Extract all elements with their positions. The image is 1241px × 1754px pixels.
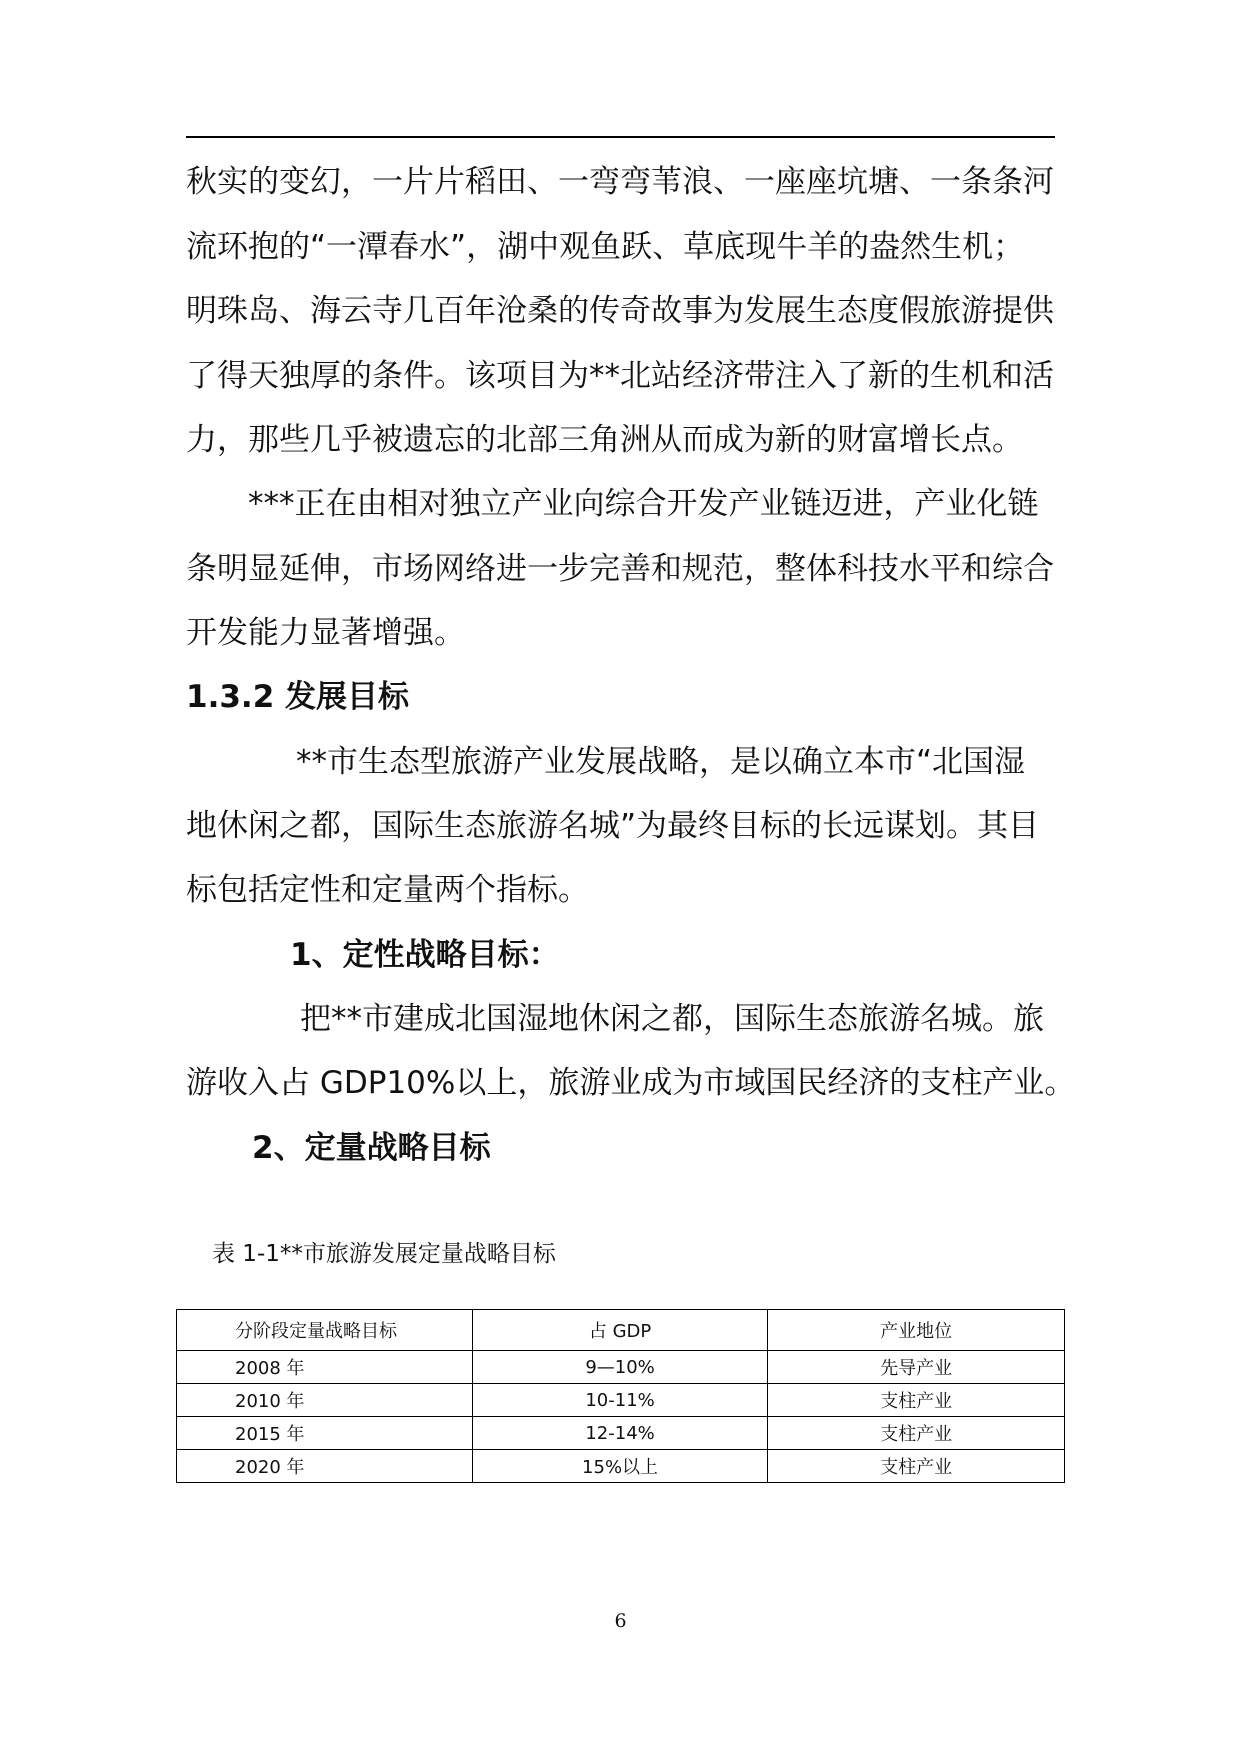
table-cell: 10-11% (472, 1384, 768, 1417)
body-line: 开发能力显著增强。 (186, 615, 465, 651)
table-row (177, 1384, 1065, 1417)
column-header: 占 GDP (472, 1310, 768, 1351)
section-heading: 1.3.2 发展目标 (186, 679, 410, 715)
header-rule (186, 136, 1055, 138)
table-cell: 先导产业 (768, 1351, 1065, 1384)
table-cell: 12-14% (472, 1417, 768, 1450)
table-cell: 支柱产业 (768, 1417, 1065, 1450)
column-header: 产业地位 (768, 1310, 1065, 1351)
table-header-row (177, 1310, 1065, 1351)
subheading-qualitative: 1、定性战略目标： (290, 937, 560, 973)
body-line: 把**市建成北国湿地休闲之都，国际生态旅游名城。旅 (300, 1001, 1044, 1037)
body-line: ***正在由相对独立产业向综合开发产业链迈进，产业化链 (248, 486, 1039, 522)
body-line: 力，那些几乎被遗忘的北部三角洲从而成为新的财富增长点。 (186, 422, 1023, 458)
table-cell: 2020 年 (177, 1450, 473, 1483)
table-cell: 支柱产业 (768, 1384, 1065, 1417)
body-line: 秋实的变幻，一片片稻田、一弯弯苇浪、一座座坑塘、一条条河 (186, 164, 1054, 200)
page-number: 6 (614, 1610, 627, 1632)
table-row (177, 1450, 1065, 1483)
body-line: 条明显延伸，市场网络进一步完善和规范，整体科技水平和综合 (186, 551, 1054, 587)
body-line: 游收入占 GDP10%以上，旅游业成为市域国民经济的支柱产业。 (186, 1065, 1076, 1101)
goals-table (176, 1309, 1065, 1483)
body-line: 了得天独厚的条件。该项目为**北站经济带注入了新的生机和活 (186, 358, 1054, 394)
body-line: 地休闲之都，国际生态旅游名城”为最终目标的长远谋划。其目 (186, 808, 1040, 844)
table-cell: 支柱产业 (768, 1450, 1065, 1483)
table-caption: 表 1-1**市旅游发展定量战略目标 (212, 1241, 556, 1267)
table-cell: 2010 年 (177, 1384, 473, 1417)
table-row (177, 1417, 1065, 1450)
column-header: 分阶段定量战略目标 (177, 1310, 473, 1351)
table-cell: 2015 年 (177, 1417, 473, 1450)
table-cell: 15%以上 (472, 1450, 768, 1483)
subheading-quantitative: 2、定量战略目标 (252, 1130, 491, 1166)
table-cell: 9—10% (472, 1351, 768, 1384)
body-line: 流环抱的“一潭春水”，湖中观鱼跃、草底现牛羊的盎然生机； (186, 229, 1025, 265)
table-row (177, 1351, 1065, 1384)
body-line: 明珠岛、海云寺几百年沧桑的传奇故事为发展生态度假旅游提供 (186, 293, 1054, 329)
table-cell: 2008 年 (177, 1351, 473, 1384)
body-line: 标包括定性和定量两个指标。 (186, 872, 589, 908)
body-line: **市生态型旅游产业发展战略，是以确立本市“北国湿 (296, 744, 1026, 780)
